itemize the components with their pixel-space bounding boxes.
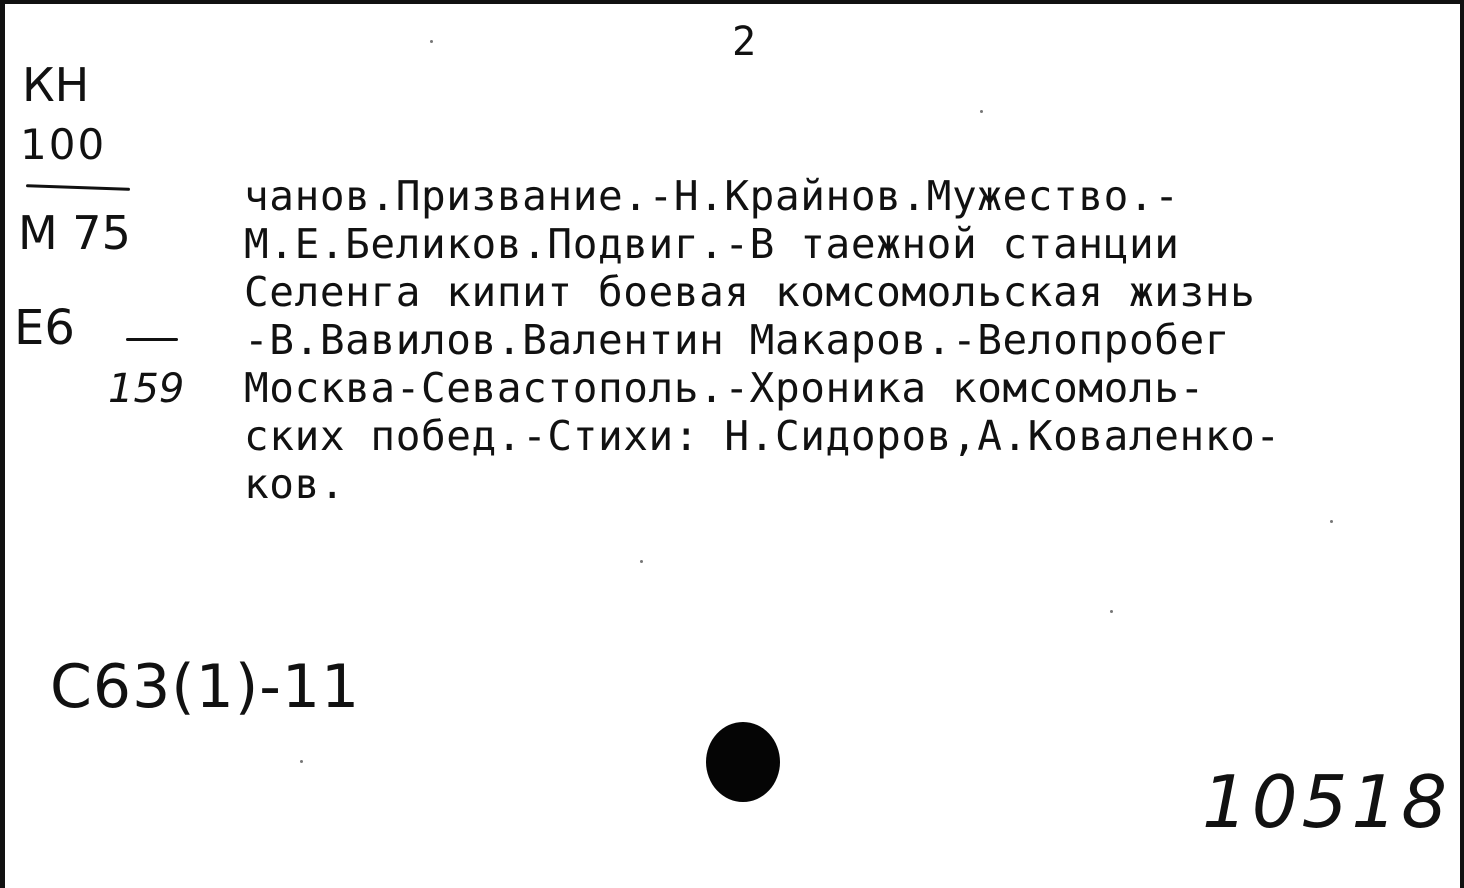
description-line: ских побед.-Стихи: Н.Сидоров,А.Коваленко-	[244, 412, 1281, 460]
description-line: Москва-Севастополь.-Хроника комсомоль-	[244, 364, 1205, 412]
classification-dash	[126, 338, 178, 341]
description-line: -В.Вавилов.Валентин Макаров.-Велопробег	[244, 316, 1231, 364]
paper-speck	[430, 40, 433, 43]
classification-number: 159	[108, 366, 185, 412]
description-line: М.Е.Беликов.Подвиг.-В таежной станции	[244, 220, 1180, 268]
shelf-mark-top: КН	[22, 58, 90, 112]
description-line: Селенга кипит боевая комсомольская жизнь	[244, 268, 1256, 316]
description-line: ков.	[244, 460, 346, 508]
card-right-edge	[1460, 0, 1464, 888]
paper-speck	[980, 110, 983, 113]
paper-speck	[1330, 520, 1333, 523]
paper-speck	[300, 760, 303, 763]
bbk-code: С63(1)-11	[50, 652, 361, 722]
card-left-edge	[0, 0, 5, 888]
shelf-mark-bottom: М 75	[18, 206, 131, 260]
shelf-mark-fraction-line	[26, 184, 130, 191]
page-number: 2	[732, 19, 757, 65]
inventory-number: 10518	[1202, 760, 1452, 844]
bibliographic-description	[244, 172, 1458, 508]
punch-hole	[706, 722, 780, 802]
card-top-edge	[0, 0, 1464, 4]
paper-speck	[640, 560, 643, 563]
shelf-mark-number: 100	[20, 120, 107, 169]
paper-speck	[1110, 610, 1113, 613]
description-line: чанов.Призвание.-Н.Крайнов.Мужество.-	[244, 172, 1180, 220]
classification-mark: Е6	[14, 300, 75, 356]
